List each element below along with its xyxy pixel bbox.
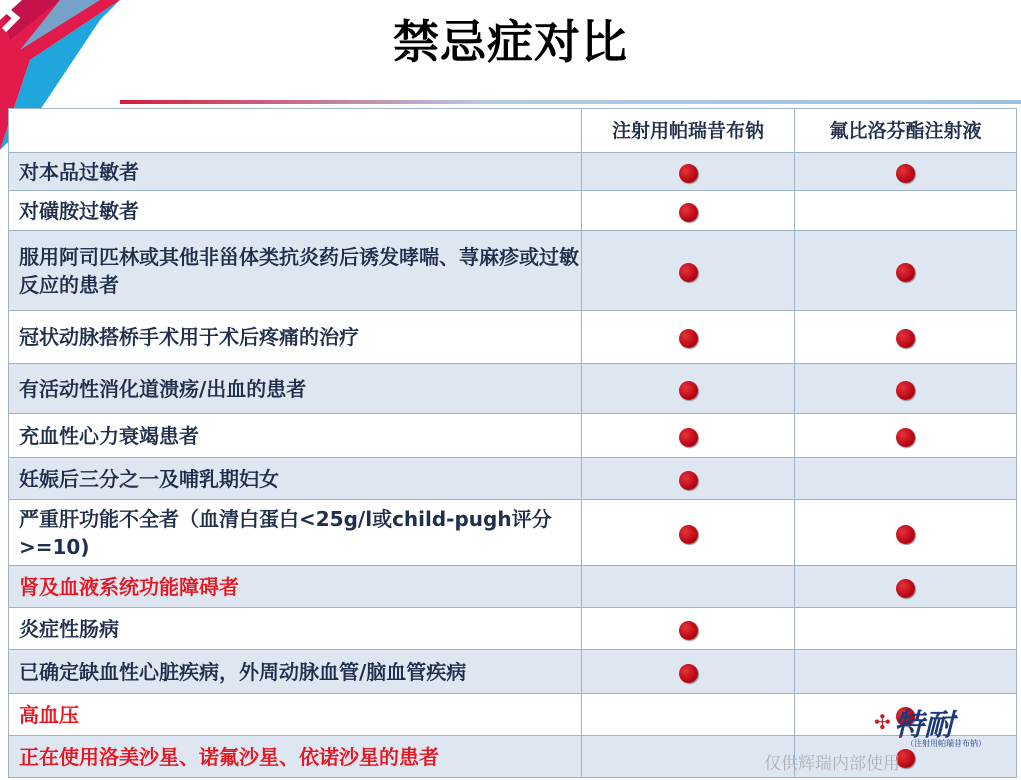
brand-logo (874, 700, 1014, 750)
cell-parecoxib (582, 566, 795, 608)
row-label: 有活动性消化道溃疡/出血的患者 (9, 364, 582, 414)
cell-flurbiprofen (795, 414, 1017, 458)
cell-flurbiprofen (795, 231, 1017, 311)
header-empty (9, 109, 582, 153)
cell-parecoxib (582, 414, 795, 458)
row-label: 对磺胺过敏者 (9, 191, 582, 231)
header-parecoxib: 注射用帕瑞昔布钠 (582, 109, 795, 153)
cell-parecoxib (582, 736, 795, 778)
table-header-row (9, 109, 1017, 153)
table-row (9, 231, 1017, 311)
cell-flurbiprofen (795, 153, 1017, 191)
table-row (9, 153, 1017, 191)
cell-flurbiprofen (795, 500, 1017, 566)
red-dot-icon (896, 164, 915, 183)
red-dot-icon (896, 381, 915, 400)
red-dot-icon (896, 329, 915, 348)
table-row (9, 694, 1017, 736)
cell-flurbiprofen (795, 364, 1017, 414)
table-row (9, 608, 1017, 650)
table-row (9, 500, 1017, 566)
cell-flurbiprofen (795, 650, 1017, 694)
red-dot-icon (679, 525, 698, 544)
cell-parecoxib (582, 608, 795, 650)
cell-parecoxib (582, 231, 795, 311)
table-row (9, 191, 1017, 231)
red-dot-icon (679, 621, 698, 640)
row-label: 炎症性肠病 (9, 608, 582, 650)
brand-name: 特耐 (894, 708, 954, 743)
contraindication-table (8, 108, 1017, 778)
cell-flurbiprofen (795, 566, 1017, 608)
cell-flurbiprofen (795, 608, 1017, 650)
red-dot-icon (679, 471, 698, 490)
page-title: 禁忌症对比 (393, 15, 628, 69)
red-dot-icon (679, 203, 698, 222)
cell-parecoxib (582, 364, 795, 414)
red-dot-icon (896, 263, 915, 282)
header-flurbiprofen: 氟比洛芬酯注射液 (795, 109, 1017, 153)
title-underline (120, 100, 1021, 104)
table-row (9, 650, 1017, 694)
cell-parecoxib (582, 458, 795, 500)
row-label: 已确定缺血性心脏疾病，外周动脉血管/脑血管疾病 (9, 650, 582, 694)
cell-parecoxib (582, 191, 795, 231)
table-body (9, 153, 1017, 778)
row-label: 服用阿司匹林或其他非甾体类抗炎药后诱发哮喘、荨麻疹或过敏反应的患者 (9, 231, 582, 311)
cell-parecoxib (582, 694, 795, 736)
row-label: 妊娠后三分之一及哺乳期妇女 (9, 458, 582, 500)
row-label: 高血压 (9, 694, 582, 736)
table-row (9, 414, 1017, 458)
table-row (9, 458, 1017, 500)
cell-parecoxib (582, 650, 795, 694)
red-dot-icon (679, 428, 698, 447)
red-dot-icon (679, 263, 698, 282)
brand-subtitle: （注射用帕瑞昔布钠） (906, 739, 986, 748)
red-dot-icon (679, 329, 698, 348)
cell-flurbiprofen (795, 191, 1017, 231)
row-label: 严重肝功能不全者（血清白蛋白<25g/l或child-pugh评分>=10) (9, 500, 582, 566)
row-label: 对本品过敏者 (9, 153, 582, 191)
red-dot-icon (679, 164, 698, 183)
table-row (9, 364, 1017, 414)
row-label: 正在使用洛美沙星、诺氟沙星、依诺沙星的患者 (9, 736, 582, 778)
red-dot-icon (896, 525, 915, 544)
cell-parecoxib (582, 153, 795, 191)
cell-parecoxib (582, 311, 795, 364)
row-label: 冠状动脉搭桥手术用于术后疼痛的治疗 (9, 311, 582, 364)
red-dot-icon (679, 664, 698, 683)
red-dot-icon (896, 428, 915, 447)
red-dot-icon (679, 381, 698, 400)
row-label: 肾及血液系统功能障碍者 (9, 566, 582, 608)
brand-star-icon: ✣ (874, 710, 891, 734)
row-label: 充血性心力衰竭患者 (9, 414, 582, 458)
table-row (9, 566, 1017, 608)
table-row (9, 311, 1017, 364)
cell-flurbiprofen (795, 458, 1017, 500)
red-dot-icon (896, 579, 915, 598)
cell-parecoxib (582, 500, 795, 566)
watermark-text: 仅供辉瑞内部使用 (764, 754, 900, 774)
cell-flurbiprofen (795, 311, 1017, 364)
